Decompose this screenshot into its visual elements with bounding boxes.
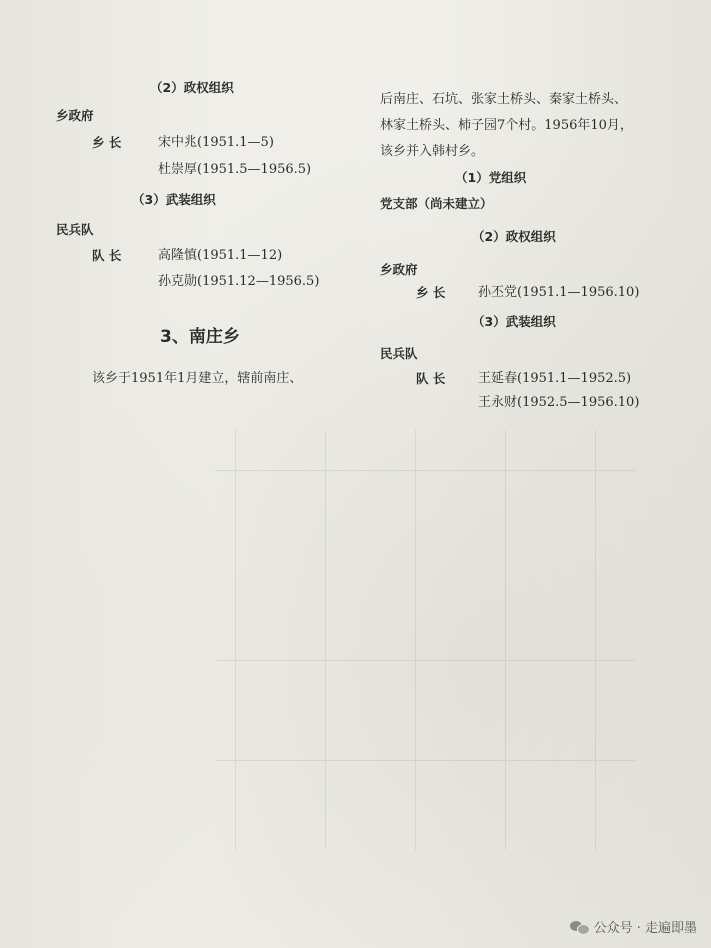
right-paragraph-line-3: 该乡并入韩村乡。 bbox=[380, 144, 485, 159]
left-person-4: 孙克勋(1951.12—1956.5) bbox=[158, 274, 320, 289]
left-org-militia: 民兵队 bbox=[56, 222, 94, 237]
right-org-party-branch: 党支部（尚未建立） bbox=[380, 196, 493, 211]
right-sec1-title: （1）党组织 bbox=[455, 170, 527, 185]
left-org-township-gov: 乡政府 bbox=[56, 108, 94, 123]
right-paragraph-line-2: 林家土桥头、柿子园7个村。1956年10月， bbox=[380, 118, 633, 133]
left-sec2-title: （2）政权组织 bbox=[150, 80, 234, 95]
right-paragraph-line-1: 后南庄、石坑、张家土桥头、秦家土桥头、 bbox=[380, 92, 628, 107]
bleed-through-lines bbox=[215, 430, 635, 850]
right-person-2: 王延春(1951.1—1952.5) bbox=[478, 371, 632, 386]
watermark-text: 公众号 · 走遍即墨 bbox=[593, 921, 697, 936]
right-role-captain: 队 长 bbox=[416, 371, 446, 386]
section-heading: 3、南庄乡 bbox=[160, 327, 240, 347]
left-person-1: 宋中兆(1951.1—5) bbox=[158, 135, 274, 150]
left-role-township-head: 乡 长 bbox=[92, 135, 122, 150]
wechat-icon bbox=[570, 920, 588, 934]
right-sec3-title: （3）武装组织 bbox=[472, 314, 556, 329]
left-role-captain: 队 长 bbox=[92, 248, 122, 263]
left-paragraph: 该乡于1951年1月建立，辖前南庄、 bbox=[92, 371, 303, 386]
watermark bbox=[570, 917, 697, 936]
left-sec3-title: （3）武装组织 bbox=[132, 192, 216, 207]
left-person-2: 杜崇厚(1951.5—1956.5) bbox=[158, 162, 312, 177]
right-role-township-head: 乡 长 bbox=[416, 285, 446, 300]
right-org-township-gov: 乡政府 bbox=[380, 262, 418, 277]
left-person-3: 高隆慎(1951.1—12) bbox=[158, 248, 283, 263]
right-org-militia: 民兵队 bbox=[380, 346, 418, 361]
right-person-3: 王永财(1952.5—1956.10) bbox=[478, 395, 640, 410]
right-person-1: 孙丕党(1951.1—1956.10) bbox=[478, 285, 640, 300]
right-sec2-title: （2）政权组织 bbox=[472, 229, 556, 244]
